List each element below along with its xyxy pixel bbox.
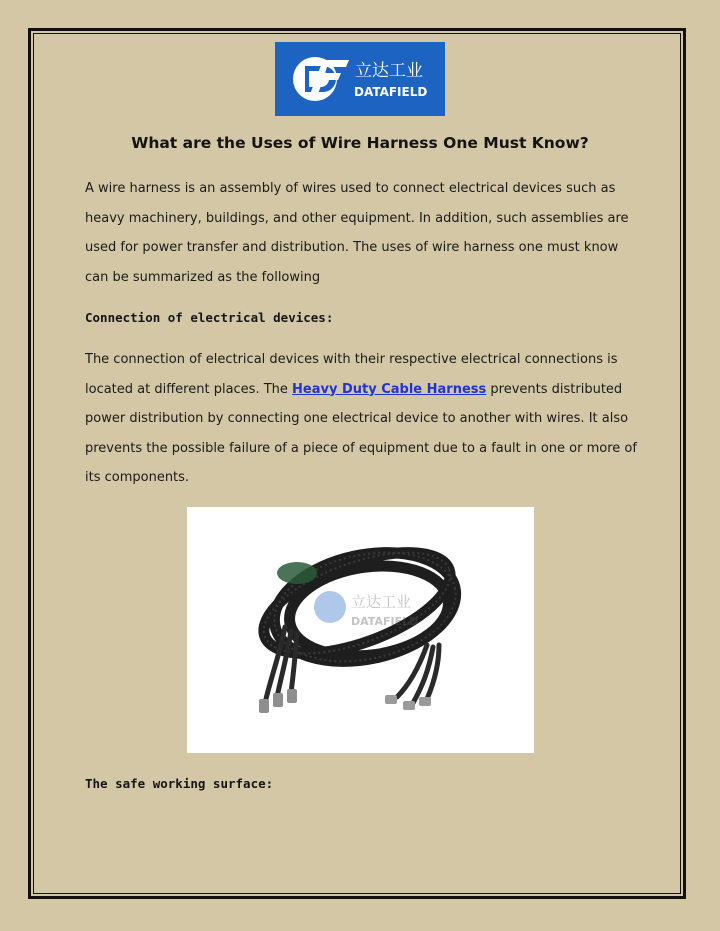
cable-harness-illustration — [187, 507, 534, 753]
photo-watermark — [314, 591, 418, 628]
section-heading-connection: Connection of electrical devices: — [85, 310, 334, 325]
cable-harness-photo — [187, 507, 534, 753]
heavy-duty-cable-harness-link[interactable]: Heavy Duty Cable Harness — [292, 381, 487, 397]
logo-english-name: DATAFIELD — [354, 85, 428, 99]
connection-text-after-link: prevents distributed power distribution by connecting one electrical device to another with wires. It also prevents the possible failure of a piece of equipment due to a fault in one or more of its components. — [85, 381, 637, 485]
watermark-english: DATAFIELD — [351, 615, 419, 628]
connection-paragraph — [85, 345, 645, 493]
watermark-chinese: 立达工业 — [351, 593, 412, 611]
connection-text-before-link: The connection of electrical devices with their respective electrical connections is located at different places. The — [85, 352, 618, 397]
logo-graphic — [275, 42, 445, 116]
page-title: What are the Uses of Wire Harness One Must Know? — [131, 134, 589, 152]
intro-paragraph: A wire harness is an assembly of wires used to connect electrical devices such as heavy machinery, buildings, and other equipment. In addition, such assemblies are used for power transfer and distribution. The uses of wire harness one must know can be summarized as the following — [85, 181, 629, 285]
datafield-logo — [275, 42, 445, 116]
logo-chinese-name: 立达工业 — [355, 61, 423, 81]
section-heading-safe-working-surface: The safe working surface: — [85, 776, 274, 791]
